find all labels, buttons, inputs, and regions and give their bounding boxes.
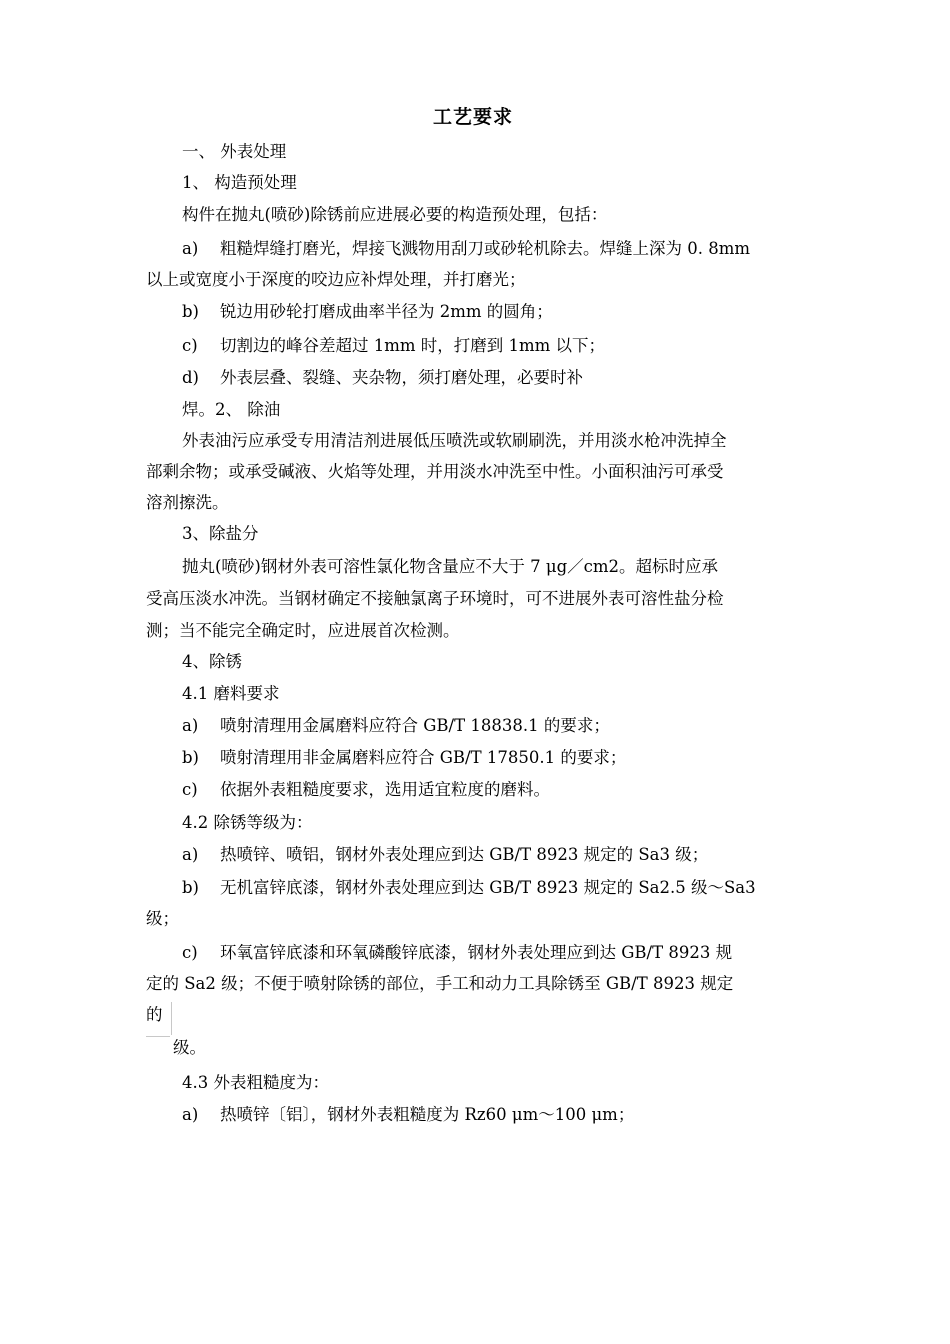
list-item-c	[182, 941, 852, 965]
list-text: 外表层叠、裂缝、夹杂物，须打磨处理，必要时补	[220, 368, 583, 387]
list-item-c	[182, 334, 852, 358]
paragraph-continuation: 测；当不能完全确定时，应进展首次检测。	[146, 621, 460, 640]
list-label: d)	[182, 368, 199, 387]
paragraph: 构件在抛丸(喷砂)除锈前应进展必要的构造预处理，包括：	[182, 205, 608, 224]
list-label: b)	[182, 748, 199, 767]
list-item-continuation: 级；	[146, 909, 179, 928]
list-item-b	[182, 746, 852, 770]
list-text: 粗糙焊缝打磨光，焊接飞溅物用刮刀或砂轮机除去。焊缝上深为 0. 8mm	[220, 239, 751, 258]
section-heading-surface-treatment: 一、 外表处理	[182, 142, 287, 161]
list-text: 依据外表粗糙度要求，选用适宜粒度的磨料。	[220, 780, 550, 799]
subsection-heading-pretreatment: 1、 构造预处理	[182, 173, 297, 192]
list-item-c	[182, 778, 852, 802]
list-item-d	[182, 366, 852, 390]
list-item-continuation: 的	[146, 1005, 163, 1024]
list-item-b	[182, 876, 852, 900]
section-heading-derusting: 4、除锈	[182, 652, 242, 671]
list-label: b)	[182, 302, 199, 321]
list-text: 锐边用砂轮打磨成曲率半径为 2mm 的圆角；	[220, 302, 553, 321]
list-text: 热喷锌〔铝〕，钢材外表粗糙度为 Rz60 μm～100 μm；	[220, 1105, 635, 1124]
table-border-fragment	[146, 1036, 170, 1037]
list-text: 喷射清理用金属磨料应符合 GB/T 18838.1 的要求；	[220, 716, 610, 735]
list-label: a)	[182, 845, 199, 864]
subsection-heading-roughness: 4.3 外表粗糙度为：	[182, 1073, 329, 1092]
list-text: 无机富锌底漆，钢材外表处理应到达 GB/T 8923 规定的 Sa2.5 级～Sa3	[220, 878, 756, 897]
list-label: c)	[182, 780, 198, 799]
table-border-fragment	[171, 1002, 172, 1035]
list-label: c)	[182, 943, 198, 962]
list-label: b)	[182, 878, 199, 897]
list-item-a	[182, 714, 852, 738]
list-item-continuation: 定的 Sa2 级；不便于喷射除锈的部位，手工和动力工具除锈至 GB/T 8923 规定	[146, 974, 734, 993]
list-label: a)	[182, 716, 199, 735]
paragraph-continuation: 部剩余物；或承受碱液、火焰等处理，并用淡水冲洗至中性。小面积油污可承受	[146, 462, 724, 481]
subsection-heading-rust-grade: 4.2 除锈等级为：	[182, 813, 313, 832]
section-heading-desalting: 3、除盐分	[182, 524, 259, 543]
list-item-continuation: 级。	[173, 1038, 206, 1057]
paragraph: 外表油污应承受专用清洁剂进展低压喷洗或软刷刷洗，并用淡水枪冲洗掉全	[182, 431, 727, 450]
subsection-heading-abrasive: 4.1 磨料要求	[182, 684, 280, 703]
list-label: c)	[182, 336, 198, 355]
list-item-a	[182, 237, 852, 261]
paragraph: 抛丸(喷砂)钢材外表可溶性氯化物含量应不大于 7 μg／cm2。超标时应承	[182, 557, 719, 576]
page-title: 工艺要求	[432, 106, 513, 128]
list-item-continuation: 焊。2、 除油	[182, 400, 281, 419]
paragraph-continuation: 受高压淡水冲洗。当钢材确定不接触氯离子环境时，可不进展外表可溶性盐分检	[146, 589, 724, 608]
list-item-a	[182, 1103, 852, 1127]
list-text: 喷射清理用非金属磨料应符合 GB/T 17850.1 的要求；	[220, 748, 627, 767]
paragraph-continuation: 溶剂擦洗。	[146, 493, 229, 512]
list-text: 环氧富锌底漆和环氧磷酸锌底漆，钢材外表处理应到达 GB/T 8923 规	[220, 943, 733, 962]
list-text: 切割边的峰谷差超过 1mm 时，打磨到 1mm 以下；	[220, 336, 606, 355]
list-item-b	[182, 300, 852, 324]
list-label: a)	[182, 1105, 199, 1124]
list-item-a	[182, 843, 852, 867]
list-label: a)	[182, 239, 199, 258]
list-item-continuation: 以上或宽度小于深度的咬边应补焊处理，并打磨光；	[146, 270, 526, 289]
list-text: 热喷锌、喷铝，钢材外表处理应到达 GB/T 8923 规定的 Sa3 级；	[220, 845, 709, 864]
